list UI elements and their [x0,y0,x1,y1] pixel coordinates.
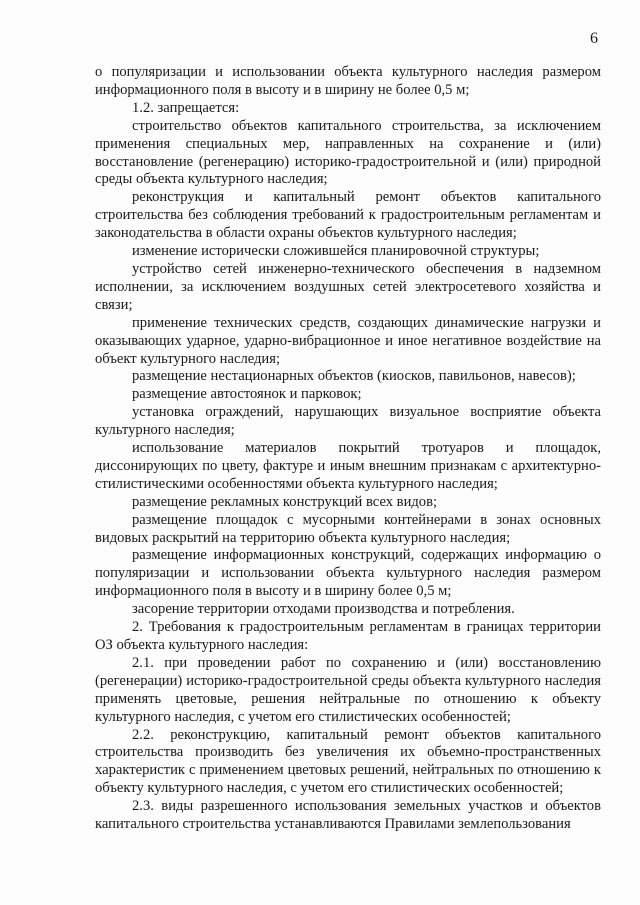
paragraph: строительство объектов капитального строительства, за исключением применения специальных мер, направленных на сохранение и (или) восстановление (регенерацию) историко-градостроительной и (или) природной среды объекта культурного наследия; [95,117,601,188]
paragraph: 2. Требования к градостроительным регламентам в границах территории ОЗ объекта культурного наследия: [95,619,601,653]
paragraph: устройство сетей инженерно-технического обеспечения в надземном исполнении, за исключением воздушных сетей электросетевого хозяйства и связи; [95,260,601,313]
paragraph: изменение исторически сложившейся планировочной структуры; [132,243,540,260]
paragraph: размещение рекламных конструкций всех видов; [132,493,438,510]
paragraph: 2.3. виды разрешенного использования земельных участков и объектов капитального строительства устанавливаются Правилами землепользования [95,798,601,833]
paragraph: о популяризации и использовании объекта культурного наследия размером информационного поля в высоту и в ширину не более 0,5 м; [95,64,601,98]
page-number: 6 [590,30,598,47]
paragraph: размещение площадок с мусорными контейнерами в зонах основных видовых раскрытий на территорию объекта культурного наследия; [95,511,601,546]
paragraph: реконструкция и капитальный ремонт объектов капитального строительства без соблюдения требований к градостроительным регламентам и законодательства в области охраны объектов культурного наследия; [95,189,601,242]
paragraph: использование материалов покрытий тротуаров и площадок, диссонирующих по цвету, фактуре и иным внешним признакам с архитектурно-стилистическими особенностями объекта культурного наследия; [95,440,601,492]
paragraph: размещение информационных конструкций, содержащих информацию о популяризации и использовании объекта культурного наследия размером информационного поля в высоту и в ширину более 0,5 м; [95,547,601,600]
paragraph: установка ограждений, нарушающих визуальное восприятие объекта культурного наследия; [95,404,601,439]
paragraph: 2.2. реконструкцию, капитальный ремонт объектов капитального строительства производить без увеличения их объемно-пространственных характеристик с применением цветовых решений, нейтральных по отношению к объекту культурного наследия, с учетом его стилистических особенностей; [95,726,601,797]
paragraph: 1.2. запрещается: [132,99,240,116]
paragraph: размещение нестационарных объектов (киосков, павильонов, навесов); [132,368,576,385]
document-body [95,64,601,834]
paragraph: размещение автостоянок и парковок; [132,386,362,403]
paragraph: засорение территории отходами производства и потребления. [132,601,515,618]
paragraph: применение технических средств, создающих динамические нагрузки и оказывающих ударное, ударно-вибрационное и иное негативное воздействие на объект культурного наследия; [95,314,601,367]
paragraph: 2.1. при проведении работ по сохранению и (или) восстановлению (регенерации) историко-градостроительной среды объекта культурного наследия применять цветовые, решения нейтральные по отношению к объекту культурного наследия, с учетом его стилистических особенностей; [95,654,601,725]
